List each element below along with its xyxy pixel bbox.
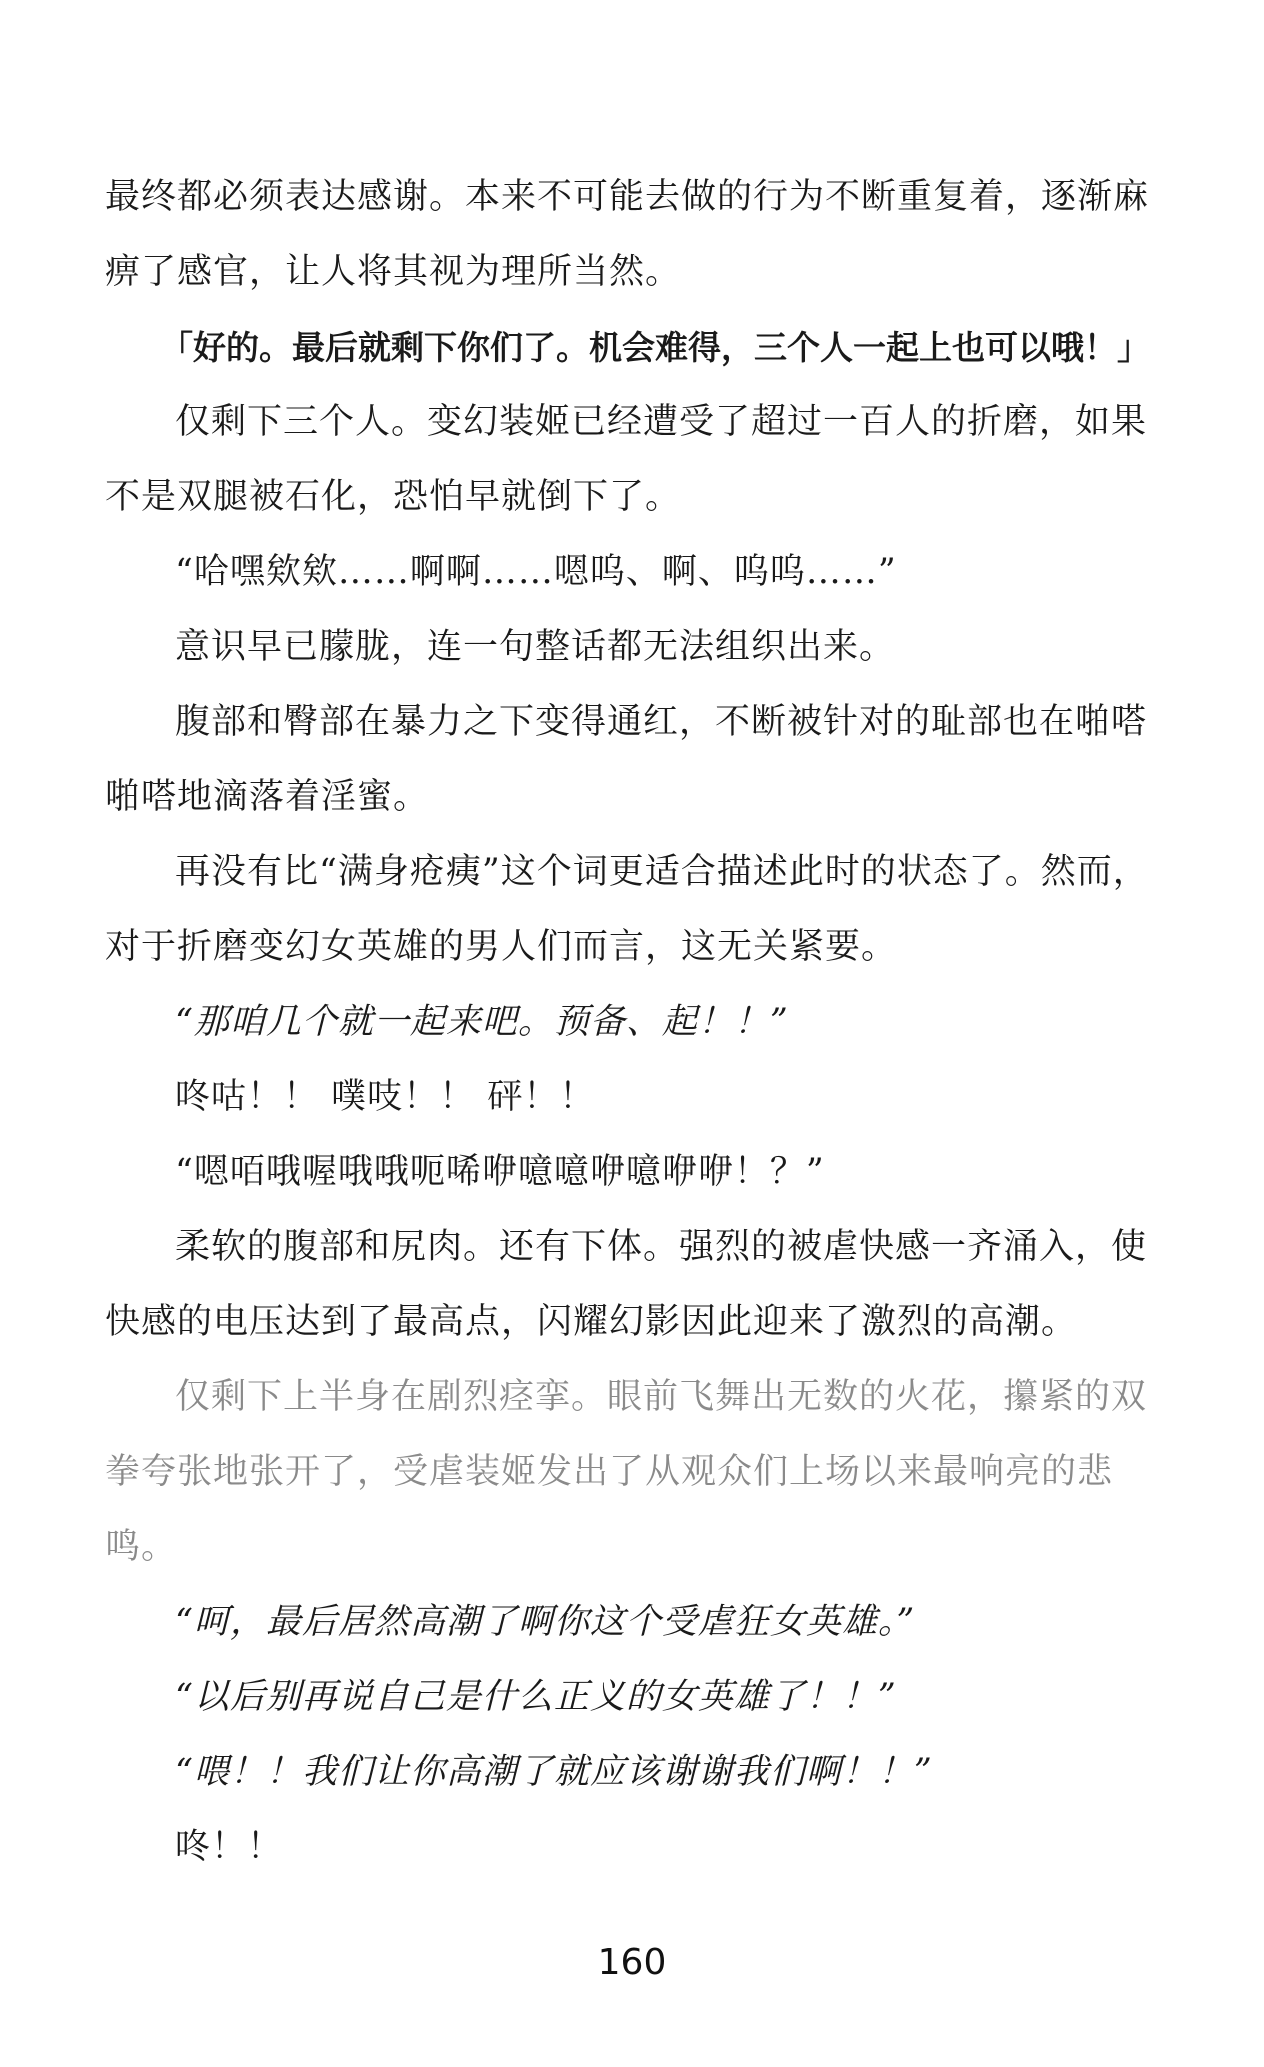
paragraph-dialogue: 「好的。最后就剩下你们了。机会难得，三个人一起上也可以哦！」 [160, 328, 1150, 367]
paragraph: 再没有比“满身疮痍”这个词更适合描述此时的状态了。然而，对于折磨变幻女英雄的男人们而言，这无关紧要。 [105, 852, 1149, 967]
paragraph-sound-effect: 咚咕！！ 噗吱！！ 砰！！ [175, 1077, 596, 1117]
paragraph-dialogue: “喂！！我们让你高潮了就应该谢谢我们啊！！” [175, 1752, 933, 1792]
paragraph: 腹部和臀部在暴力之下变得通红，不断被针对的耻部也在啪嗒啪嗒地滴落着淫蜜。 [105, 702, 1148, 817]
paragraph-dialogue: “嗯咟哦喔哦哦呃唏咿噫噫咿噫咿咿！？” [175, 1152, 825, 1192]
paragraph-dialogue: “呵，最后居然高潮了啊你这个受虐狂女英雄。” [175, 1602, 916, 1642]
paragraph-dialogue: “哈嘿欸欸……啊啊……嗯呜、啊、呜呜……” [175, 552, 897, 592]
paragraph: 仅剩下三个人。变幻装姬已经遭受了超过一百人的折磨，如果不是双腿被石化，恐怕早就倒下了。 [105, 402, 1148, 517]
paragraph: 意识早已朦胧，连一句整话都无法组织出来。 [175, 627, 896, 667]
paragraph: 最终都必须表达感谢。本来不可能去做的行为不断重复着，逐渐麻痹了感官，让人将其视为理所当然。 [105, 177, 1150, 292]
paragraph: 仅剩下上半身在剧烈痉挛。眼前飞舞出无数的火花，攥紧的双拳夸张地张开了，受虐装姬发出了从观众们上场以来最响亮的悲鸣。 [105, 1377, 1148, 1567]
body-text [105, 160, 1167, 1885]
paragraph: 柔软的腹部和尻肉。还有下体。强烈的被虐快感一齐涌入，使快感的电压达到了最高点，闪耀幻影因此迎来了激烈的高潮。 [105, 1227, 1148, 1342]
page-number: 160 [597, 1942, 667, 1983]
paragraph-sound-effect: 咚！！ [175, 1827, 284, 1867]
paragraph-dialogue: “以后别再说自己是什么正义的女英雄了！！” [175, 1677, 897, 1717]
paragraph-dialogue: “那咱几个就一起来吧。预备、起！！” [175, 1002, 789, 1042]
